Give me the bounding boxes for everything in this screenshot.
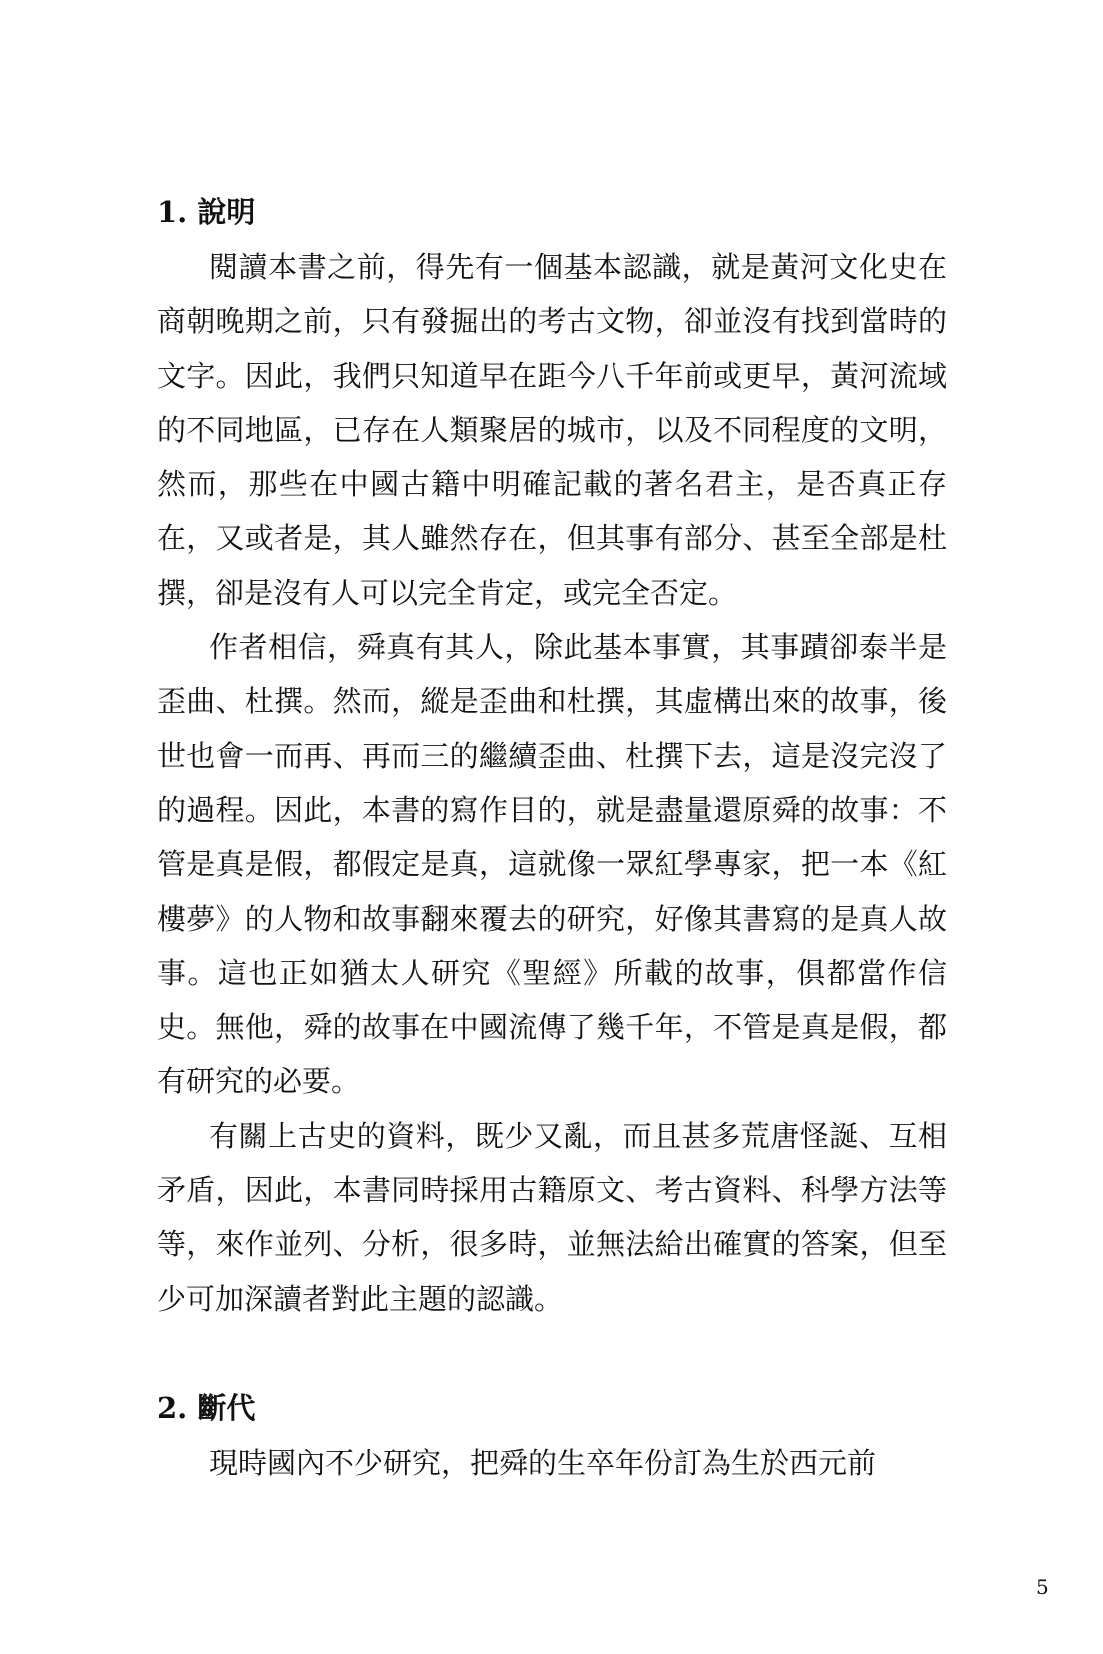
paragraph: 作者相信，舜真有其人，除此基本事實，其事蹟卻泰半是歪曲、杜撰。然而，縱是歪曲和杜撰，其虛構出來的故事，後世也會一而再、再而三的繼續歪曲、杜撰下去，這是沒完沒了的過程。因此，本書的寫作目的，就是盡量還原舜的故事：不管是真是假，都假定是真，這就像一眾紅學專家，把一本《紅樓夢》的人物和故事翻來覆去的研究，好像其書寫的是真人故事。這也正如猶太人研究《聖經》所載的故事，俱都當作信史。無他，舜的故事在中國流傳了幾千年，不管是真是假，都有研究的必要。 [157, 630, 947, 1099]
paragraph: 閱讀本書之前，得先有一個基本認識，就是黃河文化史在商朝晚期之前，只有發掘出的考古文物，卻並沒有找到當時的文字。因此，我們只知道早在距今八千年前或更早，黃河流域的不同地區，已存在人類聚居的城市，以及不同程度的文明，然而，那些在中國古籍中明確記載的著名君主，是否真正存在，又或者是，其人雖然存在，但其事有部分、甚至全部是杜撰，卻是沒有人可以完全肯定，或完全否定。 [157, 250, 947, 610]
section-heading-2: 2. 斷代 [157, 1390, 256, 1425]
section-spacer [157, 1326, 947, 1380]
paragraph: 現時國內不少研究，把舜的生卒年份訂為生於西元前 [209, 1445, 877, 1480]
section-heading-1: 1. 說明 [157, 195, 256, 229]
page-content [157, 184, 947, 1490]
page-number: 5 [1036, 1575, 1049, 1599]
paragraph: 有關上古史的資料，既少又亂，而且甚多荒唐怪誕、互相矛盾，因此，本書同時採用古籍原文、考古資料、科學方法等等，來作並列、分析，很多時，並無法給出確實的答案，但至少可加深讀者對此主題的認識。 [157, 1118, 947, 1316]
